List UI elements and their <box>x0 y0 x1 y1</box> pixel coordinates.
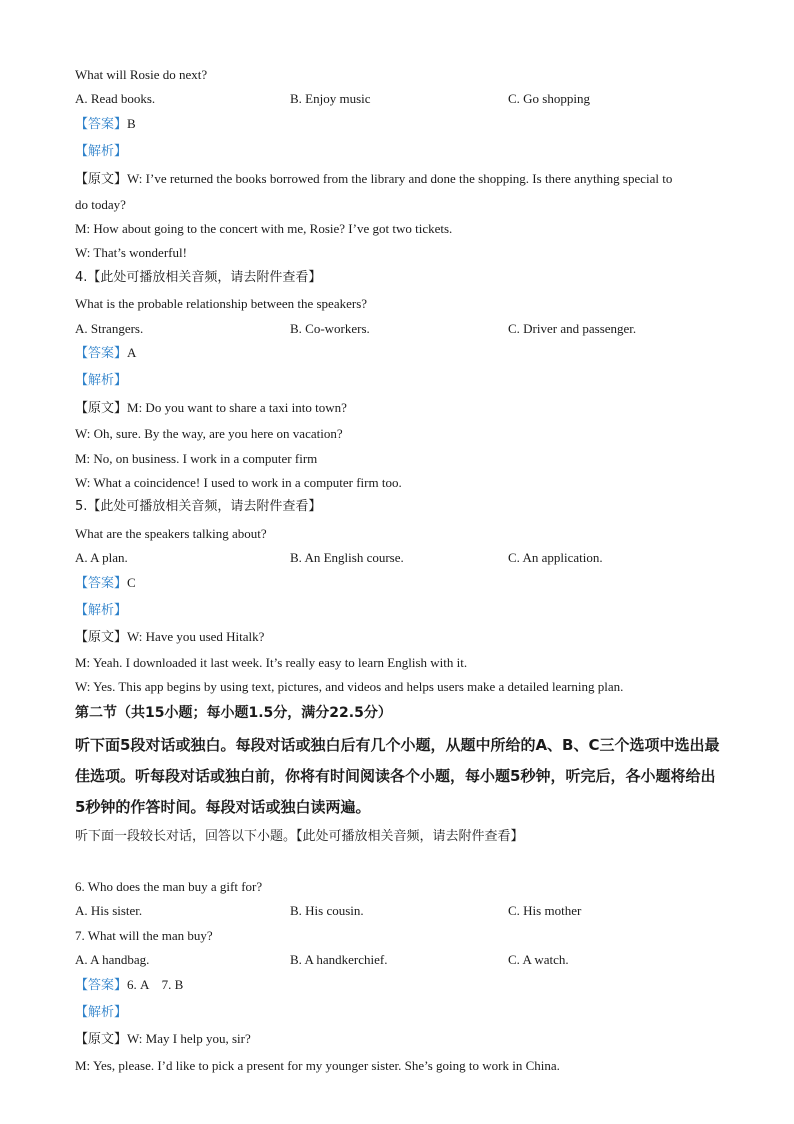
answer-tag: 【答案】 <box>75 978 128 993</box>
q4-transcript-1 <box>75 400 347 417</box>
q4-transcript-2: W: Oh, sure. By the way, are you here on vacation? <box>75 426 343 441</box>
q5-question: What are the speakers talking about? <box>75 526 267 541</box>
transcript-line: W: May I help you, sir? <box>127 1031 251 1046</box>
original-tag: 【原文】 <box>75 172 128 187</box>
q4-option-c: C. Driver and passenger. <box>508 321 637 336</box>
analysis-tag: 【解析】 <box>75 373 128 388</box>
q7-option-c: C. A watch. <box>508 952 569 967</box>
q6-question: 6. Who does the man buy a gift for? <box>75 879 263 894</box>
q4-transcript-3: M: No, on business. I work in a computer firm <box>75 451 318 466</box>
original-tag: 【原文】 <box>75 630 128 645</box>
answer-tag: 【答案】 <box>75 346 128 361</box>
q6-option-c: C. His mother <box>508 903 582 918</box>
q67-transcript-1 <box>75 1031 251 1048</box>
q7-option-b: B. A handkerchief. <box>290 952 388 967</box>
transcript-line: M: Do you want to share a taxi into town? <box>127 400 347 415</box>
q7-question: 7. What will the man buy? <box>75 928 213 943</box>
q4-transcript-4: W: What a coincidence! I used to work in a computer firm too. <box>75 475 402 490</box>
q5-transcript-2: M: Yeah. I downloaded it last week. It’s really easy to learn English with it. <box>75 655 468 670</box>
q5-option-c: C. An application. <box>508 550 603 565</box>
section2-instructions: 听下面5段对话或独白。每段对话或独白后有几个小题，从题中所给的A、B、C三个选项中选出最佳选项。听每段对话或独白前，你将有时间阅读各个小题，每小题5秒钟，听完后，各小题将给出5秒钟的作答时间。每段对话或独白读两遍。 <box>75 736 720 816</box>
q6-option-b: B. His cousin. <box>290 903 364 918</box>
analysis-tag: 【解析】 <box>75 144 128 159</box>
original-tag: 【原文】 <box>75 401 128 416</box>
q4-option-b: B. Co-workers. <box>290 321 370 336</box>
q5-answer <box>75 575 136 592</box>
q5-header: 5.【此处可播放相关音频，请去附件查看】 <box>75 499 322 514</box>
q3-option-b: B. Enjoy music <box>290 91 371 106</box>
original-tag: 【原文】 <box>75 1032 128 1047</box>
q4-option-a: A. Strangers. <box>75 321 144 336</box>
transcript-line: W: Have you used Hitalk? <box>127 629 265 644</box>
q7-option-a: A. A handbag. <box>75 952 150 967</box>
analysis-tag: 【解析】 <box>75 603 128 618</box>
transcript-line: W: I’ve returned the books borrowed from the library and done the shopping. Is there anything special to <box>127 171 673 186</box>
q3-transcript-1 <box>75 171 672 188</box>
q3-analysis <box>75 143 127 160</box>
q67-answer <box>75 977 183 994</box>
q3-option-c: C. Go shopping <box>508 91 590 106</box>
q5-transcript-3: W: Yes. This app begins by using text, pictures, and videos and helps users make a detailed learning plan. <box>75 679 624 694</box>
q3-option-a: A. Read books. <box>75 91 156 106</box>
q6-option-a: A. His sister. <box>75 903 143 918</box>
q3-transcript-3: M: How about going to the concert with me, Rosie? I’ve got two tickets. <box>75 221 453 236</box>
q4-answer <box>75 345 136 362</box>
q5-option-a: A. A plan. <box>75 550 128 565</box>
q67-transcript-2: M: Yes, please. I’d like to pick a present for my younger sister. She’s going to work in China. <box>75 1058 560 1073</box>
q3-answer <box>75 116 136 133</box>
q3-question: What will Rosie do next? <box>75 67 208 82</box>
analysis-tag: 【解析】 <box>75 1005 128 1020</box>
q3-transcript-2: do today? <box>75 197 126 212</box>
q4-analysis <box>75 372 127 389</box>
q4-header: 4.【此处可播放相关音频，请去附件查看】 <box>75 270 322 285</box>
section2-listen-note: 听下面一段较长对话，回答以下小题。【此处可播放相关音频，请去附件查看】 <box>75 829 524 844</box>
q3-transcript-4: W: That’s wonderful! <box>75 245 187 260</box>
answer-value: B <box>127 116 136 131</box>
q5-option-b: B. An English course. <box>290 550 404 565</box>
answer-tag: 【答案】 <box>75 576 128 591</box>
answer-value: C <box>127 575 136 590</box>
q4-question: What is the probable relationship between the speakers? <box>75 296 368 311</box>
q67-analysis <box>75 1004 127 1021</box>
answer-tag: 【答案】 <box>75 117 128 132</box>
answer-value: A <box>127 345 137 360</box>
answer-value: 6. A 7. B <box>127 977 184 992</box>
q5-transcript-1 <box>75 629 264 646</box>
q5-analysis <box>75 602 127 619</box>
section2-title: 第二节（共15小题；每小题1.5分，满分22.5分） <box>75 705 392 721</box>
